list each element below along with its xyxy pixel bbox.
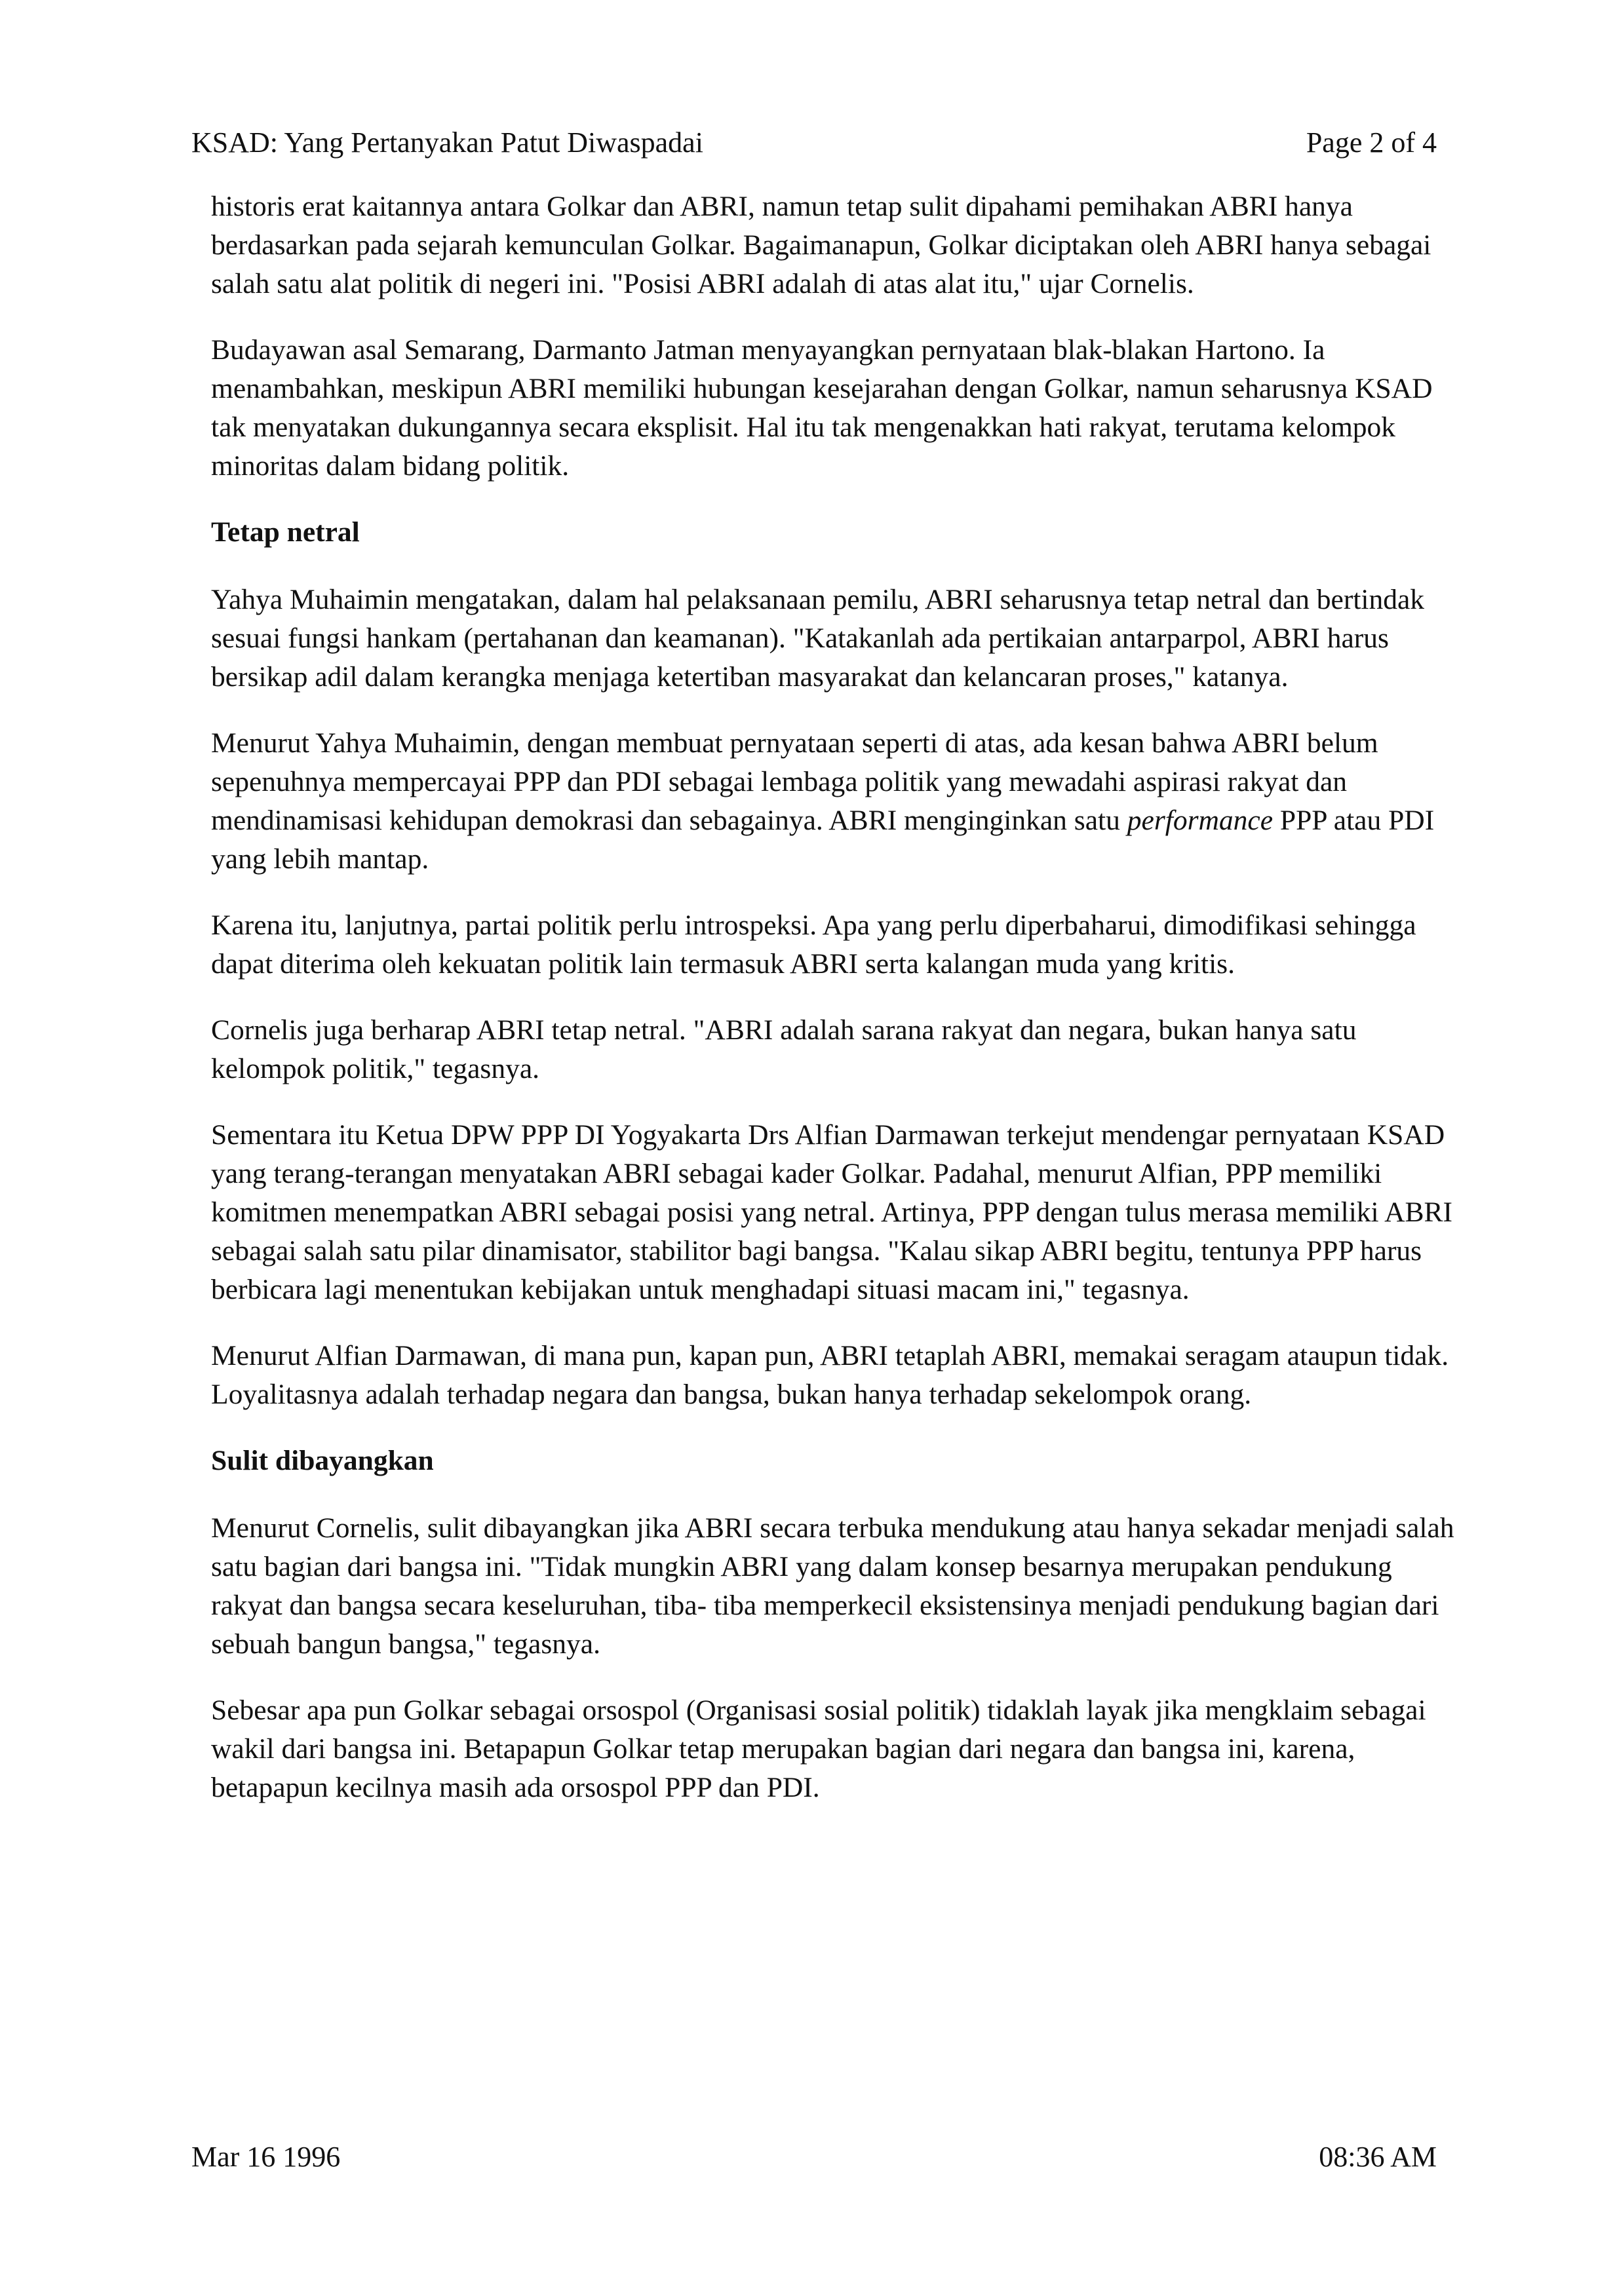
paragraph	[211, 724, 1456, 879]
paragraph: Menurut Alfian Darmawan, di mana pun, kapan pun, ABRI tetaplah ABRI, memakai seragam ataupun tidak. Loyalitasnya adalah terhadap negara dan bangsa, bukan hanya terhadap sekelompok orang.	[211, 1340, 1449, 1410]
print-time: 08:36 AM	[1319, 2141, 1437, 2173]
print-date: Mar 16 1996	[191, 2141, 341, 2173]
paragraph: Karena itu, lanjutnya, partai politik perlu introspeksi. Apa yang perlu diperbaharui, dimodifikasi sehingga dapat diterima oleh kekuatan politik lain termasuk ABRI serta kalangan muda yang kritis.	[211, 909, 1416, 980]
paragraph: Budayawan asal Semarang, Darmanto Jatman menyayangkan pernyataan blak-blakan Hartono. Ia menambahkan, meskipun ABRI memiliki hubungan kesejarahan dengan Golkar, namun seharusnya KSAD tak menyatakan dukungannya secara eksplisit. Hal itu tak mengenakkan hati rakyat, terutama kelompok minoritas dalam bidang politik.	[211, 334, 1433, 482]
paragraph: Sementara itu Ketua DPW PPP DI Yogyakarta Drs Alfian Darmawan terkejut mendengar pernyataan KSAD yang terang-terangan menyatakan ABRI sebagai kader Golkar. Padahal, menurut Alfian, PPP memiliki komitmen menempatkan ABRI sebagai posisi yang netral. Artinya, PPP dengan tulus merasa memiliki ABRI sebagai salah satu pilar dinamisator, stabilitor bagi bangsa. "Kalau sikap ABRI begitu, tentunya PPP harus berbicara lagi menentukan kebijakan untuk menghadapi situasi macam ini," tegasnya.	[211, 1119, 1453, 1305]
page-header	[191, 123, 1437, 165]
paragraph-text: Menurut Yahya Muhaimin, dengan membuat pernyataan seperti di atas, ada kesan bahwa ABRI belum sepenuhnya mempercayai PPP dan PDI sebagai lembaga politik yang mewadahi aspirasi rakyat dan mendinamisasi kehidupan demokrasi dan sebagainya. ABRI menginginkan satu	[211, 727, 1378, 836]
paragraph: Yahya Muhaimin mengatakan, dalam hal pelaksanaan pemilu, ABRI seharusnya tetap netral dan bertindak sesuai fungsi hankam (pertahanan dan keamanan). "Katakanlah ada pertikaian antarparpol, ABRI harus bersikap adil dalam kerangka menjaga ketertiban masyarakat dan kelancaran proses," katanya.	[211, 584, 1425, 693]
paragraph-text: PPP atau PDI yang lebih mantap.	[211, 805, 1435, 875]
paragraph: Menurut Cornelis, sulit dibayangkan jika ABRI secara terbuka mendukung atau hanya sekadar menjadi salah satu bagian dari bangsa ini. "Tidak mungkin ABRI yang dalam konsep besarnya merupakan pendukung rakyat dan bangsa secara keseluruhan, tiba- tiba memperkecil eksistensinya menjadi pendukung bagian dari sebuah bangun bangsa," tegasnya.	[211, 1512, 1454, 1660]
paragraph: Cornelis juga berharap ABRI tetap netral. "ABRI adalah sarana rakyat dan negara, bukan hanya satu kelompok politik," tegasnya.	[211, 1014, 1357, 1084]
document-title: KSAD: Yang Pertanyakan Patut Diwaspadai	[191, 126, 703, 159]
section-heading: Tetap netral	[211, 516, 360, 548]
section-heading: Sulit dibayangkan	[211, 1445, 434, 1476]
page-footer	[191, 2137, 1437, 2179]
paragraph: Sebesar apa pun Golkar sebagai orsospol (Organisasi sosial politik) tidaklah layak jika mengklaim sebagai wakil dari bangsa ini. Betapapun Golkar tetap merupakan bagian dari negara dan bangsa ini, karena, betapapun kecilnya masih ada orsospol PPP dan PDI.	[211, 1694, 1426, 1803]
italic-term: performance	[1127, 805, 1274, 836]
paragraph: historis erat kaitannya antara Golkar dan ABRI, namun tetap sulit dipahami pemihakan ABRI hanya berdasarkan pada sejarah kemunculan Golkar. Bagaimanapun, Golkar diciptakan oleh ABRI hanya sebagai salah satu alat politik di negeri ini. "Posisi ABRI adalah di atas alat itu," ujar Cornelis.	[211, 191, 1431, 299]
article-body	[211, 187, 1456, 1835]
page-number: Page 2 of 4	[1306, 126, 1437, 159]
